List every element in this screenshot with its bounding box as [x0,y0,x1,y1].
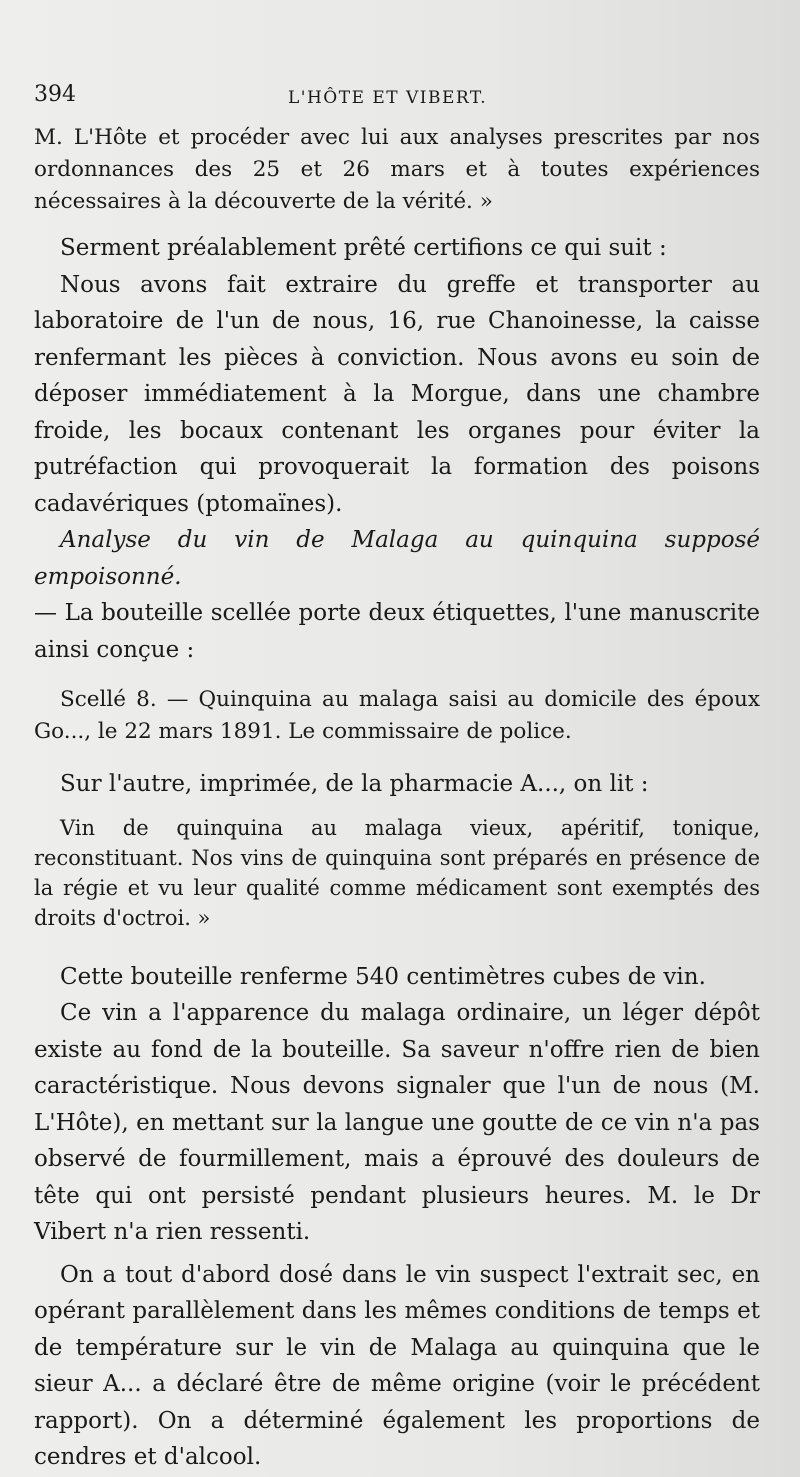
section-heading-analysis: Analyse du vin de Malaga au quinquina supposé empoisonné. [34,527,760,590]
paragraph-printed-label-intro: Sur l'autre, imprimée, de la pharmacie A..., on lit : [60,771,649,797]
running-head [34,82,760,122]
quote-printed-label: Vin de quinquina au malaga vieux, apéritif, tonique, reconstituant. Nos vins de quinquina sont préparés en présence de la régie et vu leur qualité comme médicament sont exemptés des droits d'octroi. » [34,815,760,930]
paragraph-continuation: M. L'Hôte et procéder avec lui aux analyses prescrites par nos ordonnances des 25 et 26 mars et à toutes expériences nécessaires à la découverte de la vérité. » [34,125,760,214]
paragraph-volume: Cette bouteille renferme 540 centimètres cubes de vin. [60,963,706,990]
page-number: 394 [34,82,76,107]
paragraph-laboratory: Nous avons fait extraire du greffe et transporter au laboratoire de l'un de nous, 16, rue Chanoinesse, la caisse renfermant les pièces à conviction. Nous avons eu soin de déposer immédiatement à la Morgue, dans une chambre froide, les bocaux contenant les organes pour éviter la putréfaction qui provoquerait la formation des poisons cadavériques (ptomaïnes). [34,271,760,517]
running-title: L'HÔTE ET VIBERT. [288,88,488,108]
paragraph-oath: Serment préalablement prêté certifions ce qui suit : [60,235,667,261]
paragraph-dosage: On a tout d'abord dosé dans le vin suspect l'extrait sec, en opérant parallèlement dans les mêmes conditions de temps et de température sur le vin de Malaga au quinquina que le sieur A... a déclaré être de même origine (voir le précédent rapport). On a déterminé également les proportions de cendres et d'alcool. [34,1261,760,1470]
quote-handwritten-label: Scellé 8. — Quinquina au malaga saisi au domicile des époux Go..., le 22 mars 1891. Le commissaire de police. [34,687,760,744]
paragraph-bottle-labels: — La bouteille scellée porte deux étiquettes, l'une manuscrite ainsi conçue : [34,600,760,663]
paragraph-appearance: Ce vin a l'apparence du malaga ordinaire, un léger dépôt existe au fond de la bouteille. Sa saveur n'offre rien de bien caractéristique. Nous devons signaler que l'un de nous (M. L'Hôte), en mettant sur la langue une goutte de ce vin n'a pas observé de fourmillement, mais a éprouvé des douleurs de tête qui ont persisté pendant plusieurs heures. M. le Dr Vibert n'a rien ressenti. [34,1000,760,1245]
